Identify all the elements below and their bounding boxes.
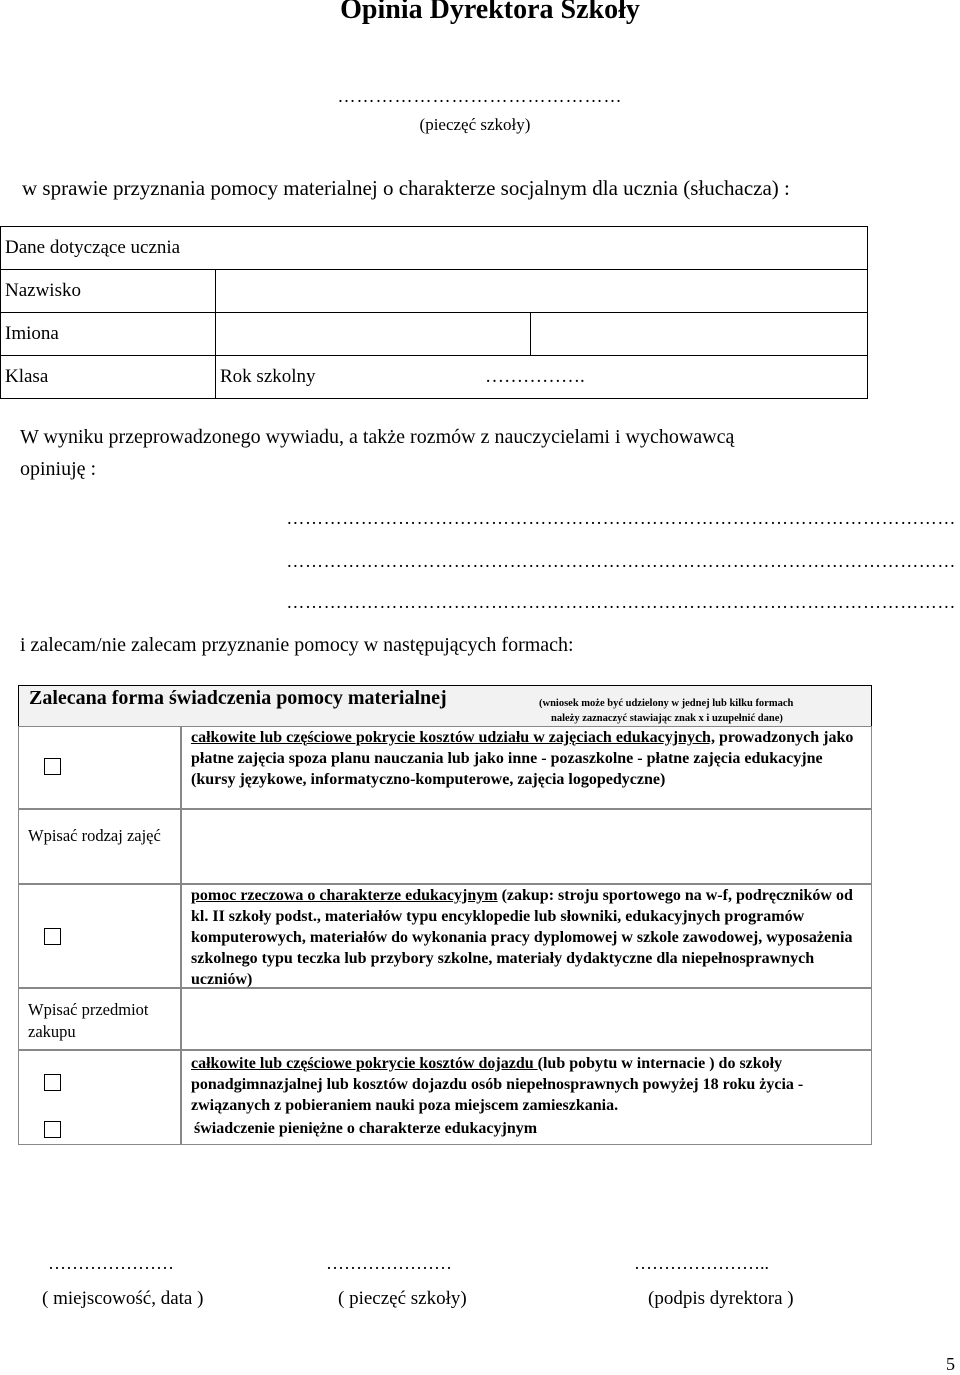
student-data-table (0, 226, 868, 399)
surname-field[interactable] (216, 270, 868, 313)
option3-checkbox[interactable] (44, 1074, 61, 1091)
option4-text: świadczenie pieniężne o charakterze edukacyjnym (194, 1120, 538, 1137)
option1-input-cell[interactable] (180, 808, 872, 885)
class-label: Klasa (1, 356, 216, 399)
place-date-dots[interactable]: ………………… (48, 1253, 174, 1273)
forms-header (18, 685, 872, 727)
option2-text-underlined: pomoc rzeczowa o charakterze edukacyjnym (191, 887, 498, 904)
director-signature-label: (podpis dyrektora ) (648, 1288, 794, 1309)
option1-input-label: Wpisać rodzaj zajęć (28, 826, 161, 845)
option1-text-rest: prowadzonych jako płatne zajęcia spoza planu nauczania lub jako inne - pozaszkolne - płatne zajęcia edukacyjne (kursy językowe, informatyczno-komputerowe, zajęcia logopedyczne) (191, 729, 854, 788)
option2-text-rest: (zakup: stroju sportowego na w-f, podręczników od kl. II szkoły podst., materiałów typu encyklopedie lub słowniki, edukacyjnych programów komputerowych, materiałów do wykonania pracy dyplomowej w szkole zawodowej, wyposażenia szkolnego typu teczka lub przybory szkolne, materiały dydaktyczne dla niepełnosprawnych uczniów) (191, 887, 853, 988)
option1-text-underlined: całkowite lub częściowe pokrycie kosztów udziału w zajęciach edukacyjnych, (191, 729, 715, 746)
option2-input-cell[interactable] (180, 987, 872, 1051)
option3-text-underlined: całkowite lub częściowe pokrycie kosztów dojazdu (191, 1055, 538, 1072)
option1-text (191, 727, 867, 790)
interview-line-2: opiniuję : (20, 458, 97, 480)
stamp-label: (pieczęć szkoły) (419, 115, 531, 134)
stamp-placeholder-dots: ……………………………………… (337, 86, 623, 106)
forms-note-line-2: należy zaznaczyć stawiając znak x i uzupełnić dane) (551, 713, 783, 724)
option1-checkbox-cell (18, 726, 182, 810)
opinion-dots-line-2[interactable]: ……………………………………………………………………………………………… (286, 551, 956, 571)
school-stamp-label: ( pieczęć szkoły) (338, 1288, 467, 1309)
option1-checkbox[interactable] (44, 758, 61, 775)
interview-line-1: W wyniku przeprowadzonego wywiadu, a także rozmów z nauczycielami i wychowawcą (20, 426, 735, 448)
option3-checkbox-cell (18, 1049, 182, 1145)
forms-note-line-1: (wniosek może być udzielony w jednej lub kilku formach (539, 698, 794, 709)
subject-line: w sprawie przyznania pomocy materialnej o charakterze socjalnym dla ucznia (słuchacza) : (22, 176, 790, 200)
school-year-cell[interactable] (216, 356, 868, 399)
names-label: Imiona (1, 313, 216, 356)
signature-dots[interactable]: ………………….. (634, 1253, 769, 1273)
option2-text (191, 885, 867, 990)
student-table-header: Dane dotyczące ucznia (1, 227, 868, 270)
option2-input-label: Wpisać przedmiot zakupu (28, 1000, 149, 1041)
option3-text (191, 1053, 867, 1116)
forms-note (539, 696, 793, 726)
names-field[interactable] (216, 313, 531, 356)
surname-label: Nazwisko (1, 270, 216, 313)
option2-checkbox-cell (18, 883, 182, 989)
school-year-dots: ……………. (485, 366, 585, 387)
opinion-dots-line-1[interactable]: ……………………………………………………………………………………………… (286, 508, 956, 528)
opinion-dots-line-3[interactable]: ……………………………………………………………………………………………… (286, 592, 956, 612)
page-number: 5 (946, 1354, 955, 1374)
recommendation-line: i zalecam/nie zalecam przyznanie pomocy w następujących formach: (20, 634, 574, 656)
school-year-label: Rok szkolny (220, 366, 316, 387)
assistance-forms-box (18, 685, 872, 1143)
place-date-label: ( miejscowość, data ) (42, 1288, 204, 1309)
names-field-extra[interactable] (531, 313, 868, 356)
option4-checkbox[interactable] (44, 1121, 61, 1138)
option3-text-rest: (lub pobytu w internacie ) do szkoły ponadgimnazjalnej lub kosztów dojazdu osób niepełnosprawnych powyżej 18 roku życia - związanych z pobieraniem nauki poza miejscem zamieszkania. (191, 1055, 804, 1114)
option2-checkbox[interactable] (44, 928, 61, 945)
stamp-dots[interactable]: ………………… (326, 1253, 452, 1273)
page-title: Opinia Dyrektora Szkoły (340, 0, 640, 25)
forms-title: Zalecana forma świadczenia pomocy materialnej (29, 687, 447, 709)
